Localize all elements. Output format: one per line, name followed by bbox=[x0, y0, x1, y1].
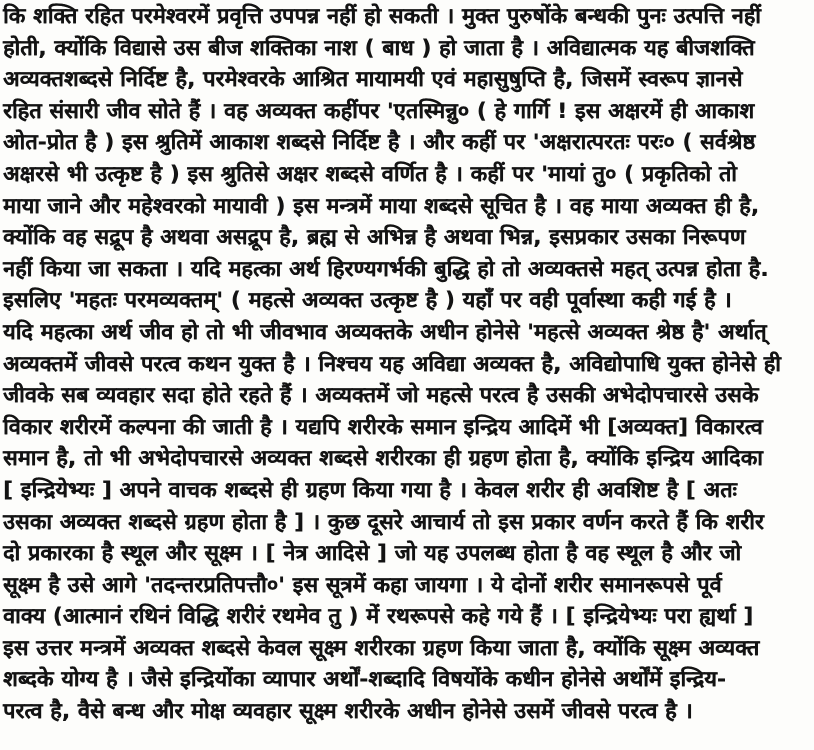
text-line: वाक्य (आत्मानं रथिनं विद्धि शरीरं रथमेव तु ) में रथरूपसे कहे गये हैं । [ इन्द्रियेभ्यः परा ह्यर्था ] bbox=[3, 604, 754, 630]
text-line: क्योंकि वह सद्रूप है अथवा असद्रूप है, ब्रह्म से अभिन्न है अथवा भिन्न, इसप्रकार उसका निरूपण bbox=[3, 225, 746, 251]
body-text-block bbox=[3, 1, 809, 728]
text-line: अव्यक्तमें जीवसे परत्व कथन युक्त है । निश्चय यह अविद्या अव्यक्त है, अविद्योपाधि युक्त होनेसे ही bbox=[3, 351, 781, 377]
text-line: होती, क्योंकि विद्यासे उस बीज शक्तिका नाश ( बाध ) हो जाता है । अविद्यात्मक यह बीजशक्ति bbox=[3, 35, 755, 61]
text-line: समान है, तो भी अभेदोपचारसे अव्यक्त शब्दसे शरीरका ही ग्रहण होता है, क्योंकि इन्द्रिय आदिका bbox=[3, 446, 763, 472]
text-line: माया जाने और महेश्वरको मायावी ) इस मन्त्रमें माया शब्दसे सूचित है । वह माया अव्यक्त ही है, bbox=[3, 193, 760, 219]
text-line: अव्यक्तशब्दसे निर्दिष्ट है, परमेश्वरके आश्रित मायामयी एवं महासुषुप्ति है, जिसमें स्वरूप ज्ञानसे bbox=[3, 67, 743, 93]
text-line: नहीं किया जा सकता । यदि महत्का अर्थ हिरण्यगर्भकी बुद्धि हो तो अव्यक्तसे महत् उत्पन्न होता है. bbox=[3, 256, 769, 282]
text-line: परत्व है, वैसे बन्ध और मोक्ष व्यवहार सूक्ष्म शरीरके अधीन होनेसे उसमें जीवसे परत्व है । bbox=[3, 699, 693, 725]
text-line: कि शक्ति रहित परमेश्वरमें प्रवृत्ति उपपन्न नहीं हो सकती । मुक्त पुरुषोंके बन्धकी पुनः उत्पत्ति नहीं bbox=[3, 4, 761, 29]
text-line: उसका अव्यक्त शब्दसे ग्रहण होता है ] । कुछ दूसरे आचार्य तो इस प्रकार वर्णन करते हैं कि शरीर bbox=[3, 509, 764, 535]
text-line: शब्दके योग्य है । जैसे इन्द्रियोंका व्यापार अर्थों-शब्दादि विषयोंके कधीन होनेसे अर्थोंमें इन्द्रिय- bbox=[3, 667, 726, 693]
text-line: जीवके सब व्यवहार सदा होते रहते हैं । अव्यक्तमें जो महत्से परत्व है उसकी अभेदोपचारसे उसके bbox=[3, 383, 759, 409]
text-line: दो प्रकारका है स्थूल और सूक्ष्म । [ नेत्र आदिसे ] जो यह उपलब्ध होता है वह स्थूल है और जो bbox=[3, 541, 742, 567]
text-line: विकार शरीरमें कल्पना की जाती है । यद्यपि शरीरके समान इन्द्रिय आदिमें भी [अव्यक्त] विकारत्व bbox=[3, 414, 763, 440]
text-line: यदि महत्का अर्थ जीव हो तो भी जीवभाव अव्यक्तके अधीन होनेसे 'महत्से अव्यक्त श्रेष्ठ है' अर्थात् bbox=[3, 319, 767, 345]
text-line: अक्षरसे भी उत्कृष्ट है ) इस श्रुतिसे अक्षर शब्दसे वर्णित है । कहीं पर 'मायां तु० ( प्रकृतिको तो bbox=[3, 161, 737, 187]
text-line: ओत-प्रोत है ) इस श्रुतिमें आकाश शब्दसे निर्दिष्ट है । और कहीं पर 'अक्षरात्परतः परः० ( सर्वश्रेष्ठ bbox=[3, 130, 756, 156]
text-line: इसलिए 'महतः परमव्यक्तम्' ( महत्से अव्यक्त उत्कृष्ट है ) यहाँ पर वही पूर्वास्था कही गई है । bbox=[3, 288, 732, 314]
text-line: सूक्ष्म है उसे आगे 'तदन्तरप्रतिपत्तौ०' इस सूत्रमें कहा जायगा । ये दोनों शरीर समानरूपसे पूर्व bbox=[3, 572, 722, 598]
text-line: [ इन्द्रियेभ्यः ] अपने वाचक शब्दसे ही ग्रहण किया गया है । केवल शरीर ही अवशिष्ट है [ अतः bbox=[3, 477, 737, 503]
text-line: रहित संसारी जीव सोते हैं । वह अव्यक्त कहींपर 'एतस्मिन्नु० ( हे गार्गि ! इस अक्षरमें ही आकाश bbox=[3, 98, 755, 124]
text-line: इस उत्तर मन्त्रमें अव्यक्त शब्दसे केवल सूक्ष्म शरीरका ग्रहण किया जाता है, क्योंकि सूक्ष्म अव्यक्त bbox=[3, 635, 760, 661]
